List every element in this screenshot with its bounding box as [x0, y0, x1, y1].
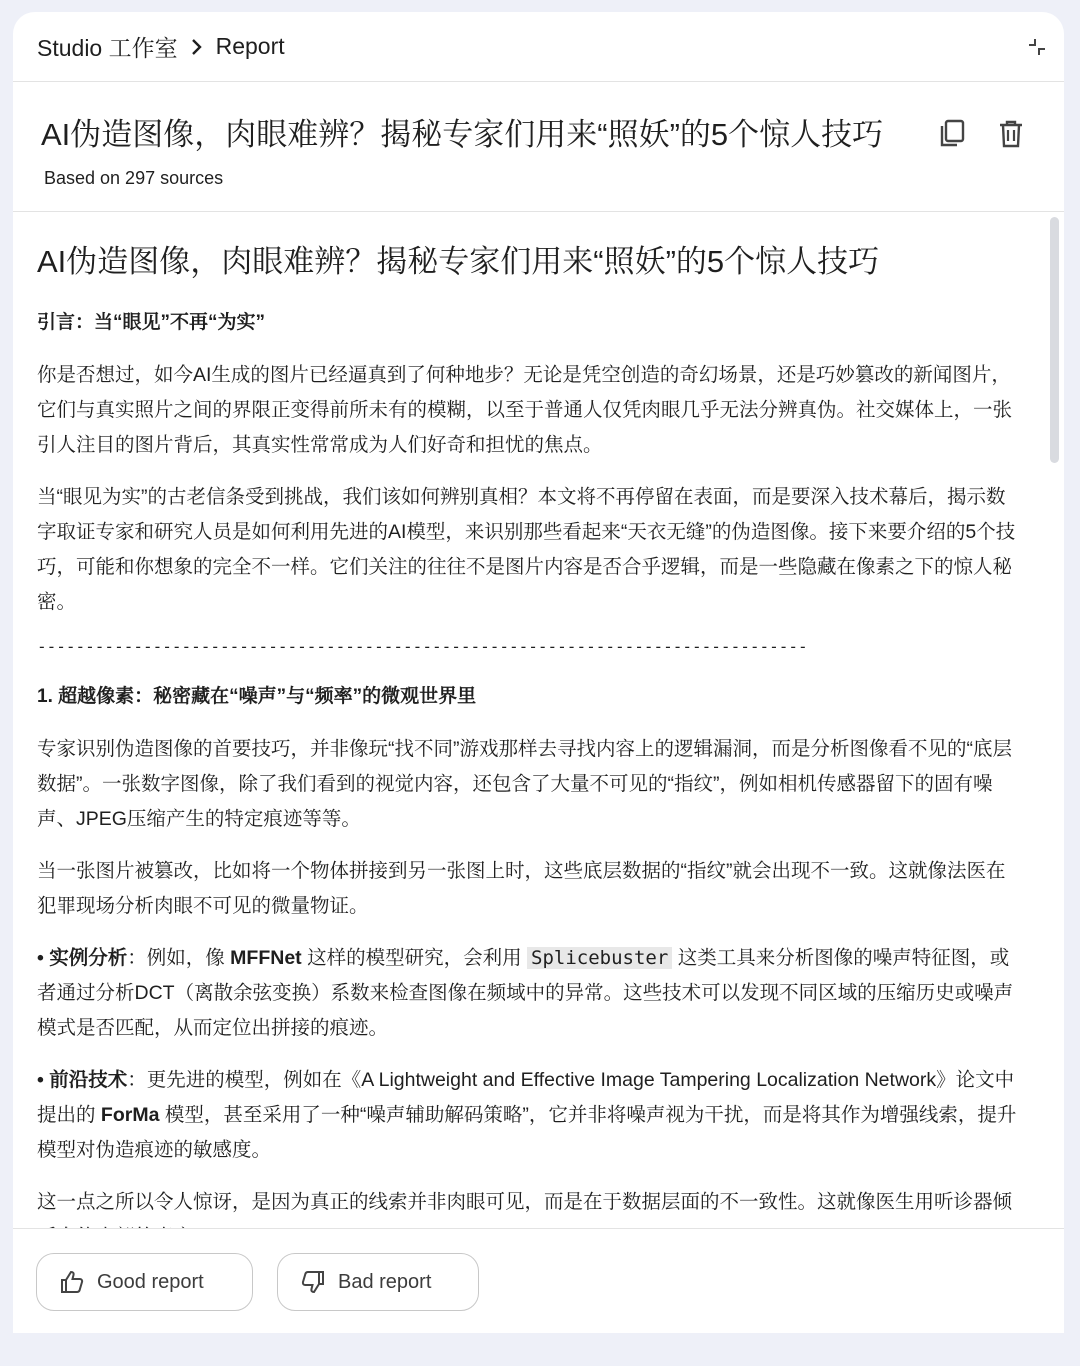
section-divider: -------------------------------------------------------------------------------- — [37, 637, 808, 656]
bullet-text: 这样的模型研究，会利用 — [301, 947, 528, 969]
sources-count: Based on 297 sources — [44, 168, 224, 188]
model-name: MFFNet — [230, 947, 302, 969]
intro-paragraph-1: 你是否想过，如今AI生成的图片已经逼真到了何种地步？无论是凭空创造的奇幻场景，还是巧妙篡改的新闻图片，它们与真实照片之间的界限正变得前所未有的模糊，以至于普通人仅凭肉眼几乎无法分辨真伪。社交媒体上，一张引人注目的图片背后，其真实性常常成为人们好奇和担忧的焦点。 — [37, 364, 1013, 456]
bullet-text: 这类工具来分析图像的噪声特征图，或者通过分析DCT（离散余弦变换）系数来检查图像在频域中的异常。这些技术可以发现不同区域的压缩历史或噪声模式是否匹配，从而定位出拼接的痕迹。 — [37, 947, 1014, 1039]
bad-report-label: Bad report — [338, 1270, 432, 1293]
section-1-paragraph-3: 这一点之所以令人惊讶，是因为真正的线索并非肉眼可见，而是在于数据层面的不一致性。这就像医生用听诊器倾 — [37, 1191, 1013, 1213]
bullet-text: 模型，甚至采用了一种“噪声辅助解码策略”，它并非将噪声视为干扰，而是将其作为增强线索，提升模型对伪造痕迹的敏感度。 — [37, 1104, 1017, 1161]
chevron-right-icon — [190, 38, 204, 56]
bullet-frontier-tech — [37, 1063, 1022, 1168]
thumb-up-icon — [59, 1269, 85, 1295]
report-content[interactable] — [13, 212, 1048, 1228]
bullet-label: • 实例分析 — [37, 947, 128, 969]
breadcrumb-root[interactable]: Studio 工作室 — [37, 35, 178, 61]
intro-heading: 引言：当“眼见”不再“为实” — [37, 312, 266, 333]
collapse-icon[interactable] — [1024, 34, 1050, 60]
breadcrumb — [13, 12, 1064, 82]
trash-icon[interactable] — [994, 117, 1028, 151]
feedback-bar — [13, 1228, 1064, 1333]
bad-report-button[interactable] — [277, 1253, 479, 1311]
report-header-title: AI伪造图像，肉眼难辨？揭秘专家们用来“照妖”的5个惊人技巧 — [41, 117, 884, 152]
report-panel — [13, 12, 1064, 1333]
section-1-paragraph-1: 专家识别伪造图像的首要技巧，并非像玩“找不同”游戏那样去寻找内容上的逻辑漏洞，而是分析图像看不见的“底层数据”。一张数字图像，除了我们看到的视觉内容，还包含了大量不可见的“指纹”，例如相机传感器留下的固有噪声、JPEG压缩产生的特定痕迹等等。 — [37, 738, 1012, 830]
report-title: AI伪造图像，肉眼难辨？揭秘专家们用来“照妖”的5个惊人技巧 — [37, 244, 880, 279]
section-1-heading: 1. 超越像素：秘密藏在“噪声”与“频率”的微观世界里 — [37, 686, 477, 707]
model-name: ForMa — [100, 1104, 160, 1126]
thumb-down-icon — [300, 1269, 326, 1295]
report-header — [13, 82, 1064, 212]
good-report-label: Good report — [97, 1270, 204, 1293]
inline-code: Splicebuster — [527, 947, 672, 969]
bullet-text: ：例如，像 — [127, 947, 231, 969]
scrollbar[interactable] — [1050, 217, 1059, 1227]
intro-paragraph-2: 当“眼见为实”的古老信条受到挑战，我们该如何辨别真相？本文将不再停留在表面，而是要深入技术幕后，揭示数字取证专家和研究人员是如何利用先进的AI模型，来识别那些看起来“天衣无缝”的伪造图像。接下来要介绍的5个技巧，可能和你想象的完全不一样。它们关注的往往不是图片内容是否合乎逻辑，而是一些隐藏在像素之下的惊人秘密。 — [37, 486, 1016, 613]
copy-icon[interactable] — [935, 117, 969, 151]
breadcrumb-current: Report — [215, 33, 285, 59]
bullet-label: • 前沿技术 — [37, 1069, 128, 1091]
bullet-example-analysis — [37, 941, 1022, 1046]
section-1-paragraph-2: 当一张图片被篡改，比如将一个物体拼接到另一张图上时，这些底层数据的“指纹”就会出现不一致。这就像法医在犯罪现场分析肉眼不可见的微量物证。 — [37, 860, 1006, 917]
good-report-button[interactable] — [36, 1253, 253, 1311]
bullet-text: ：更先进的模型，例如在《A Lightweight and Effective Image Tampering Localization Network》论文中提出的 — [37, 1069, 1015, 1126]
scrollbar-thumb[interactable] — [1050, 217, 1059, 463]
